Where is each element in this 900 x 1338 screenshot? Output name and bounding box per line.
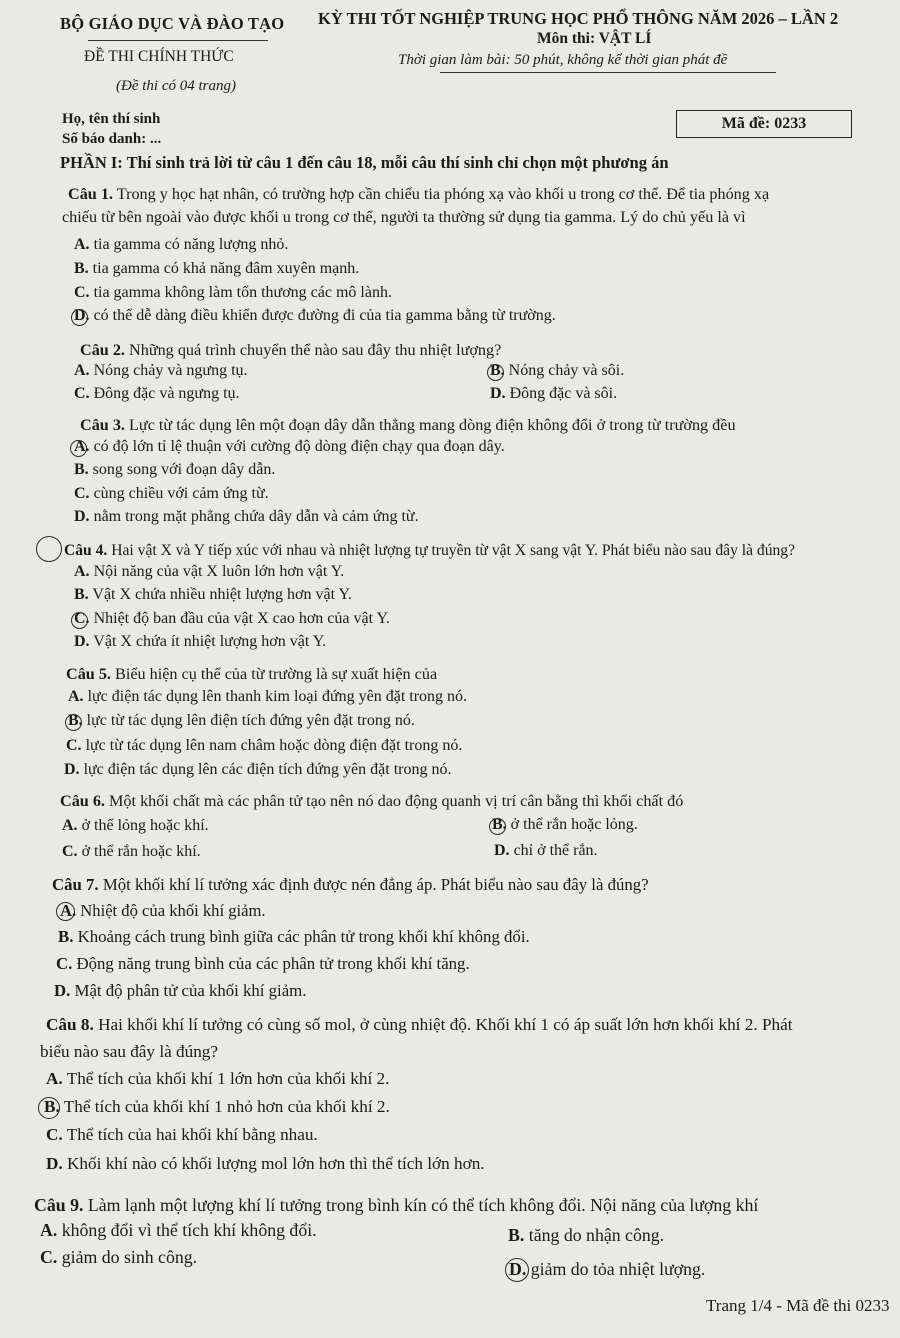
question-6-option-a: A. ở thể lỏng hoặc khí.	[62, 817, 209, 834]
ministry-name: BỘ GIÁO DỤC VÀ ĐÀO TẠO	[60, 14, 285, 33]
question-2-option-b: B. Nóng chảy và sôi.	[490, 362, 625, 379]
answer-circle-mark	[487, 364, 504, 381]
question-2-option-a: A. Nóng chảy và ngưng tụ.	[74, 362, 248, 379]
time-underline	[440, 72, 776, 73]
answer-circle-mark	[56, 902, 75, 921]
question-4-option-a: A. Nội năng của vật X luôn lớn hơn vật Y.	[74, 563, 345, 580]
question-5-option-b: B. lực từ tác dụng lên điện tích đứng yên đặt trong nó.	[68, 712, 415, 729]
question-4-option-d: D. Vật X chứa ít nhiệt lượng hơn vật Y.	[74, 633, 327, 650]
question-8-line-2: biểu nào sau đây là đúng?	[40, 1042, 219, 1061]
answer-circle-mark	[38, 1097, 60, 1119]
page-footer: Trang 1/4 - Mã đề thi 0233	[706, 1296, 890, 1315]
question-8-option-b: B. Thể tích của khối khí 1 nhỏ hơn của khối khí 2.	[44, 1097, 390, 1116]
answer-circle-mark	[71, 309, 88, 326]
question-7-option-c: C. Động năng trung bình của các phân tử trong khối khí tăng.	[56, 954, 470, 973]
question-7-option-a: A. Nhiệt độ của khối khí giảm.	[60, 901, 266, 920]
question-8-option-a: A. Thể tích của khối khí 1 lớn hơn của khối khí 2.	[46, 1069, 390, 1088]
exam-title: KỲ THI TỐT NGHIỆP TRUNG HỌC PHỔ THÔNG NĂM 2026 – LẦN 2	[318, 9, 839, 28]
question-1-option-b: B. tia gamma có khả năng đâm xuyên mạnh.	[74, 260, 360, 277]
question-1	[68, 184, 769, 205]
question-2-option-d: D. Đông đặc và sôi.	[490, 385, 618, 402]
question-number: Câu 1.	[68, 185, 113, 203]
official-label: ĐỀ THI CHÍNH THỨC	[84, 48, 234, 65]
answer-circle-mark	[70, 440, 87, 457]
question-9: Câu 9. Làm lạnh một lượng khí lí tưởng trong bình kín có thể tích không đổi. Nội năng của lượng khí	[34, 1195, 759, 1215]
question-6-option-c: C. ở thể rắn hoặc khí.	[62, 843, 201, 860]
question-3-option-c: C. cùng chiều với cảm ứng từ.	[74, 485, 269, 502]
subject: Môn thi: VẬT LÍ	[537, 30, 652, 47]
question-3-option-b: B. song song với đoạn dây dẫn.	[74, 461, 276, 478]
question-5: Câu 5. Biểu hiện cụ thể của từ trường là sự xuất hiện của	[66, 665, 438, 683]
question-3: Câu 3. Lực từ tác dụng lên một đoạn dây dẫn thẳng mang dòng điện không đổi ở trong từ trường đều	[80, 416, 736, 434]
exam-code-box: Mã đề: 0233	[676, 110, 852, 138]
ministry-underline	[88, 40, 268, 41]
question-4-option-b: B. Vật X chứa nhiều nhiệt lượng hơn vật Y.	[74, 586, 352, 603]
question-5-option-a: A. lực điện tác dụng lên thanh kim loại đứng yên đặt trong nó.	[68, 688, 468, 705]
question-9-option-b: B. tăng do nhận công.	[508, 1225, 665, 1245]
answer-circle-mark	[505, 1258, 529, 1282]
question-6-option-d: D. chỉ ở thể rắn.	[494, 842, 598, 859]
candidate-name-label: Họ, tên thí sinh	[62, 111, 161, 127]
question-1-option-a: A. tia gamma có năng lượng nhỏ.	[74, 236, 289, 253]
answer-circle-mark	[489, 818, 506, 835]
question-9-option-c: C. giảm do sinh công.	[40, 1247, 198, 1267]
question-6-option-b: B. ở thể rắn hoặc lỏng.	[492, 816, 638, 833]
question-2-option-c: C. Đông đặc và ngưng tụ.	[74, 385, 240, 402]
question-1-option-d: D. có thể dễ dàng điều khiển được đường đi của tia gamma bằng từ trường.	[74, 307, 556, 324]
question-8-option-c: C. Thể tích của hai khối khí bằng nhau.	[46, 1125, 318, 1144]
question-4-option-c: C. Nhiệt độ ban đầu của vật X cao hơn của vật Y.	[74, 610, 390, 627]
question-9-option-a: A. không đổi vì thể tích khí không đổi.	[40, 1220, 317, 1240]
question-3-option-a: A. có độ lớn tỉ lệ thuận với cường độ dòng điện chạy qua đoạn dây.	[74, 438, 505, 455]
answer-circle-mark	[71, 612, 88, 629]
question-8-option-d: D. Khối khí nào có khối lượng mol lớn hơn thì thể tích lớn hơn.	[46, 1154, 485, 1173]
question-7-option-b: B. Khoảng cách trung bình giữa các phân tử trong khối khí không đổi.	[58, 927, 530, 946]
question-1-line-2: chiếu từ bên ngoài vào được khối u trong cơ thể, người ta thường sử dụng tia gamma. Lý do chủ yếu là vì	[62, 208, 746, 226]
question-6: Câu 6. Một khối chất mà các phân tử tạo nên nó dao động quanh vị trí cân bằng thì khối chất đó	[60, 792, 684, 810]
question-5-option-c: C. lực từ tác dụng lên nam châm hoặc dòng điện đặt trong nó.	[66, 737, 463, 754]
part-1-heading: PHẦN I: Thí sinh trả lời từ câu 1 đến câu 18, mỗi câu thí sinh chỉ chọn một phương án	[60, 153, 669, 172]
question-text: Trong y học hạt nhân, có trường hợp cần chiếu tia phóng xạ vào khối u trong cơ thể. Để tia phóng xạ	[116, 185, 770, 203]
question-8: Câu 8. Hai khối khí lí tưởng có cùng số mol, ở cùng nhiệt độ. Khối khí 1 có áp suất lớn hơn khối khí 2. Phát	[46, 1015, 793, 1034]
candidate-id-label: Số báo danh: ...	[62, 131, 162, 147]
question-4: Câu 4. Hai vật X và Y tiếp xúc với nhau và nhiệt lượng tự truyền từ vật X sang vật Y. Phát biểu nào sau đây là đúng?	[64, 542, 796, 559]
question-9-option-d: D. giảm do tỏa nhiệt lượng.	[509, 1259, 706, 1279]
question-7: Câu 7. Một khối khí lí tưởng xác định được nén đẳng áp. Phát biểu nào sau đây là đúng?	[52, 875, 649, 894]
question-1-option-c: C. tia gamma không làm tổn thương các mô lành.	[74, 284, 392, 301]
question-3-option-d: D. nằm trong mặt phẳng chứa dây dẫn và cảm ứng từ.	[74, 508, 419, 525]
question-5-option-d: D. lực điện tác dụng lên các điện tích đứng yên đặt trong nó.	[64, 761, 452, 778]
answer-circle-mark	[36, 536, 62, 562]
answer-circle-mark	[65, 714, 82, 731]
pages-note: (Đề thi có 04 trang)	[116, 78, 236, 94]
question-7-option-d: D. Mật độ phân tử của khối khí giảm.	[54, 981, 307, 1000]
time-note: Thời gian làm bài: 50 phút, không kể thời gian phát đề	[398, 52, 728, 68]
question-2: Câu 2. Những quá trình chuyển thể nào sau đây thu nhiệt lượng?	[80, 341, 502, 359]
